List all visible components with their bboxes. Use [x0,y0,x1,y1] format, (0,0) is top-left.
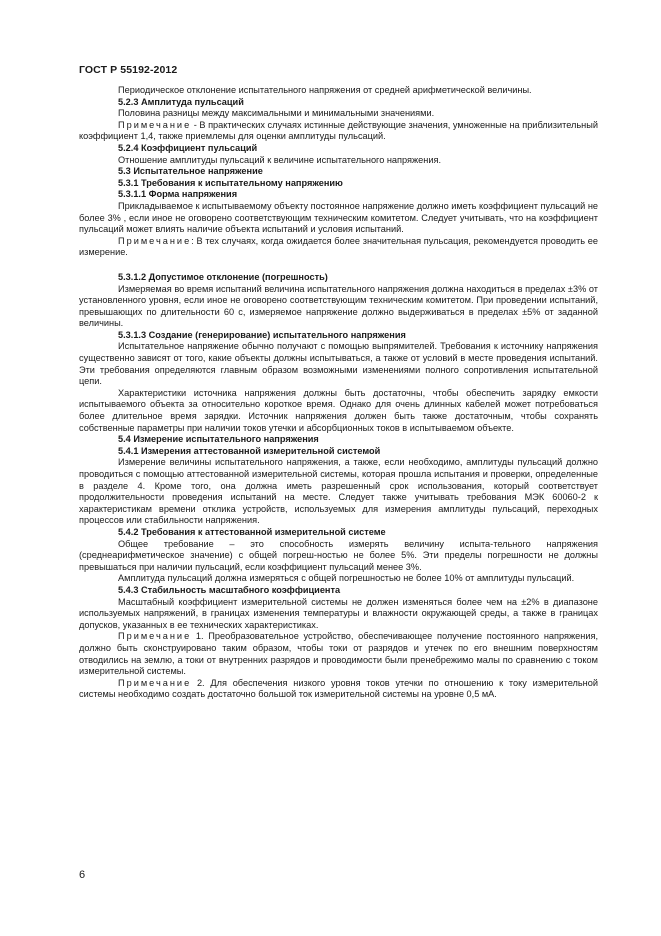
body-paragraph: Характеристики источника напряжения должны быть достаточны, чтобы обеспечить зарядку емкости испытываемого объекта за относительно короткое время. Однако для очень длинных кабелей может потребоваться более длительное время зарядки. Источник напряжения должен быть также достаточным, чтобы сохранять собственные параметры при наличии токов утечки и абсорбционных токов в испытываемом объекте. [79,387,598,433]
body-paragraph: Масштабный коэффициент измерительной системы не должен изменяться более чем на ±2% в диапазоне используемых напряжений, в границах изменения температуры и влажности окружающей среды, а также в границах допусков, указанных в ее технических характеристиках. [79,596,598,630]
body-paragraph: Прикладываемое к испытываемому объекту постоянное напряжение должно иметь коэффициент пульсаций не более 3% , если иное не оговорено соответствующим техническим комитетом. Следует учитывать, что на коэффициент пульсаций может влиять наличие объекта испытаний и условия испытаний. [79,200,599,235]
section-heading: 5.4.3 Стабильность масштабного коэффициента [118,584,341,595]
note-label: Примечание [118,235,192,246]
note-label: Примечание [118,119,192,130]
note-text: : В тех случаях, когда ожидается более значительная пульсация, рекомендуется проводить ее измерение. [79,235,598,258]
section-heading: 5.3 Испытательное напряжение [118,166,263,177]
body-paragraph: Периодическое отклонение испытательного напряжения от средней арифметической величины. [118,85,532,95]
body-paragraph: Общее требование – это способность измерять величину испыта-тельного напряжения (среднеарифметическое значение) с общей погреш-ностью не более 5%. Эти пределы погрешности не должны превышаться при наличии пульсаций, если коэффициент пульсаций менее 3%. [79,538,598,572]
page-number: 6 [79,869,86,881]
note-paragraph [79,631,598,677]
note-paragraph [79,678,598,701]
section-heading: 5.2.4 Коэффициент пульсаций [118,142,258,153]
note-label: Примечание [118,631,192,642]
section-heading: 5.3.1 Требования к испытательному напряжению [118,177,343,188]
section-heading: 5.4.2 Требования к аттестованной измерительной системе [118,526,386,537]
body-paragraph: Испытательное напряжение обычно получают с помощью выпрямителей. Требования к источнику напряжения существенно зависят от того, какие объекты должны испытываться, а также от условий в месте проведения испытаний. Эти требования определяются главным образом возможными изменениями полного сопротивления испытательной цепи. [79,341,598,387]
section-heading: 5.3.1.2 Допустимое отклонение (погрешность) [118,271,328,282]
note-paragraph [79,120,598,143]
section-heading: 5.3.1.1 Форма напряжения [118,189,238,200]
note-paragraph [79,236,598,259]
paragraph-gap [79,259,598,272]
note-text: 2. Для обеспечения низкого уровня токов утечки по отношению к току измерительной системы необходимо создать достаточно большой ток измерительной системы на уровне 0,5 мА. [79,677,598,700]
section-heading: 5.3.1.3 Создание (генерирование) испытательного напряжения [118,329,406,340]
body-paragraph: Отношение амплитуды пульсаций к величине испытательного напряжения. [118,154,441,165]
body-paragraph: Измерение величины испытательного напряжения, а также, если необходимо, амплитуды пульсаций должно проводиться с помощью аттестованной измерительной системы, которая прошла испытания и проверки, определенные в разделе 4. Кроме того, она должна иметь разрешенный срок использования, который соответствует продолжительности проведения испытаний на месте. Следует также учитывать требования МЭК 60060-2 к характеристикам времени отклика устройств, используемых для измерения амплитуды пульсаций, переходных процессов или стабильности напряжения. [79,457,598,526]
section-heading: 5.2.3 Амплитуда пульсаций [118,96,244,107]
body-paragraph: Половина разницы между максимальными и минимальными значениями. [118,108,435,119]
note-text: 1. Преобразовательное устройство, обеспечивающее получение постоянного напряжения, должно быть сконструировано таким образом, чтобы токи от разрядов и утечек по его внешним поверхностям отводились на землю, а токи от внутренних разрядов и проводимости были пренебрежимо малы по сравнению с током измерительной системы. [79,631,598,677]
note-text: - В практических случаях истинные действующие значения, умноженные на приблизительный коэффициент 1,4, также приемлемы для оценки амплитуды пульсаций. [79,119,598,142]
body-paragraph: Амплитуда пульсаций должна измеряться с общей погрешностью не более 10% от амплитуды пульсаций. [118,573,575,584]
body-paragraph: Измеряемая во время испытаний величина испытательного напряжения должна находиться в пределах ±3% от установленного уровня, если иное не оговорено соответствующим техническим комитетом. При проведении испытаний, превышающих по длительности 60 с, измеряемое напряжение должно выдерживаться в пределах ±5% от заданной величины. [79,283,598,329]
document-header [79,64,177,76]
section-heading: 5.4.1 Измерения аттестованной измерительной системой [118,445,381,456]
note-label: Примечание [118,677,192,688]
doc-title: ГОСТ Р 55192-2012 [79,64,178,76]
section-heading: 5.4 Измерение испытательного напряжения [118,434,319,445]
document-body [79,85,598,701]
